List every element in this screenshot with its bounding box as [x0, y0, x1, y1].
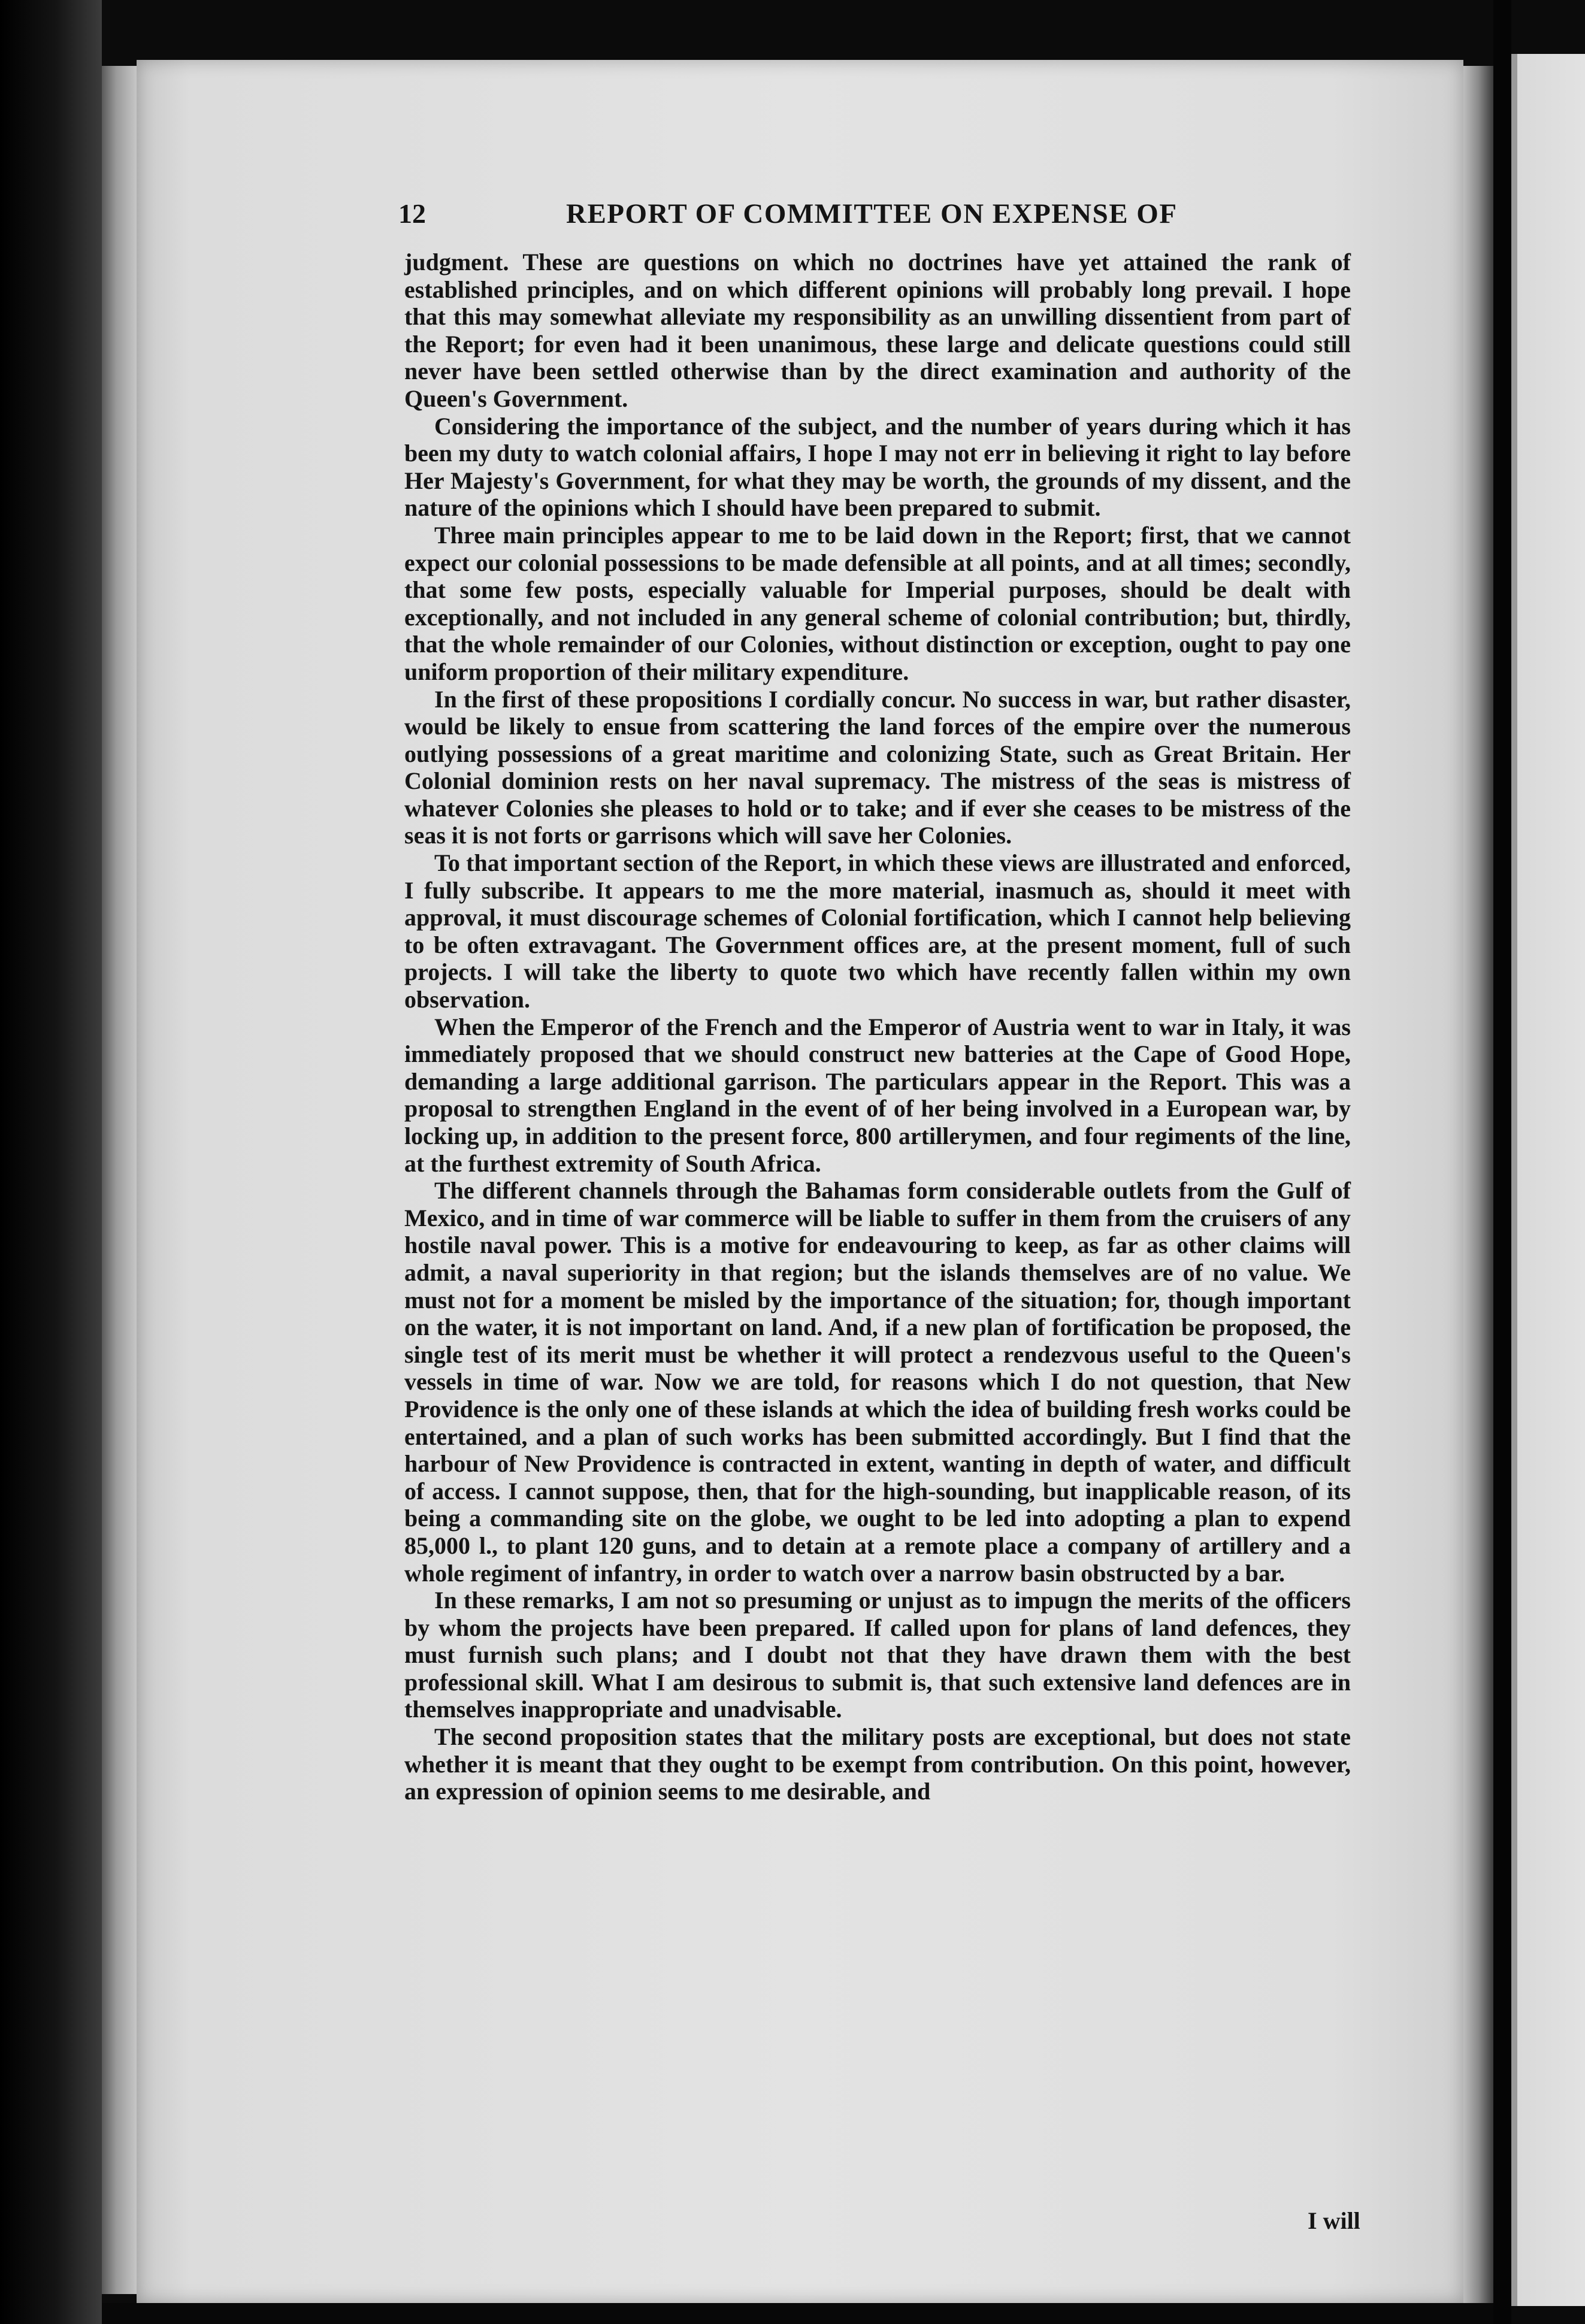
- paragraph: In these remarks, I am not so presuming or unjust as to impugn the merits of the officers by whom the projects have been prepared. If called upon for plans of land defences, they must furnish such plans; and I doubt not that they have drawn them with the best professional skill. What I am desirous to submit is, that such extensive land defences are in themselves inappropriate and unadvisable.: [404, 1587, 1351, 1723]
- paragraph: The different channels through the Bahamas form considerable outlets from the Gulf of Mexico, and in time of war commerce will be liable to suffer in them from the cruisers of any hostile naval power. This is a motive for endeavouring to keep, as far as other claims will admit, a naval superiority in that region; but the islands themselves are of no value. We must not for a moment be misled by the importance of the situation; for, though important on the water, it is not important on land. And, if a new plan of fortification be proposed, the single test of its merit must be whether it will protect a rendezvous useful to the Queen's vessels in time of war. Now we are told, for reasons which I do not question, that New Providence is the only one of these islands at which the idea of building fresh works could be entertained, and a plan of such works has been submitted accordingly. But I find that the harbour of New Providence is contracted in extent, wanting in depth of water, and difficult of access. I cannot suppose, then, that for the high-sounding, but inapplicable reason, of its being a commanding site on the globe, we ought to be led into adopting a plan to expend 85,000 l., to plant 120 guns, and to detain at a remote place a company of artillery and a whole regiment of infantry, in order to watch over a narrow basin obstructed by a bar.: [404, 1177, 1351, 1587]
- paragraph: judgment. These are questions on which no doctrines have yet attained the rank of established principles, and on which different opinions will probably long prevail. I hope that this may somewhat alleviate my responsibility as an unwilling dissentient from part of the Report; for even had it been unanimous, these large and delicate questions could still never have been settled otherwise than by the direct examination and authority of the Queen's Government.: [404, 249, 1351, 412]
- page-gutter: [1493, 0, 1511, 2324]
- adjacent-page-strip: [1511, 54, 1585, 2306]
- page-header: [398, 198, 1189, 240]
- paragraph: Three main principles appear to me to be laid down in the Report; first, that we cannot expect our colonial possessions to be made defensible at all points, and at all times; secondly, that some few posts, especially valuable for Imperial purposes, should be dealt with exceptionally, and not included in any general scheme of colonial contribution; but, thirdly, that the whole remainder of our Colonies, without distinction or exception, ought to pay one uniform proportion of their military expenditure.: [404, 521, 1351, 685]
- running-title: REPORT OF COMMITTEE ON EXPENSE OF: [566, 198, 1178, 229]
- paragraph: To that important section of the Report, in which these views are illustrated and enforced, I fully subscribe. It appears to me the more material, inasmuch as, should it meet with approval, it must discourage schemes of Colonial fortification, which I cannot help believing to be often extravagant. The Government offices are, at the present moment, full of such projects. I will take the liberty to quote two which have recently fallen within my own observation.: [404, 849, 1351, 1013]
- bottom-border: [102, 2303, 1493, 2324]
- paragraph: The second proposition states that the military posts are exceptional, but does not state whether it is meant that they ought to be exempt from contribution. On this point, however, an expression of opinion seems to me desirable, and: [404, 1723, 1351, 1805]
- adjacent-page-edge: [1511, 54, 1517, 2306]
- paragraph: In the first of these propositions I cordially concur. No success in war, but rather disaster, would be likely to ensue from scattering the land forces of the empire over the numerous outlying possessions of a great maritime and colonizing State, such as Great Britain. Her Colonial dominion rests on her naval supremacy. The mistress of the seas is mistress of whatever Colonies she pleases to hold or to take; and if ever she ceases to be mistress of the seas it is not forts or garrisons which will save her Colonies.: [404, 685, 1351, 849]
- page-number: 12: [398, 198, 426, 229]
- page-right-edge: [1463, 66, 1493, 2306]
- paragraph: Considering the importance of the subject, and the number of years during which it has been my duty to watch colonial affairs, I hope I may not err in believing it right to lay before Her Majesty's Government, for what they may be worth, the grounds of my dissent, and the nature of the opinions which I should have been prepared to submit.: [404, 412, 1351, 522]
- microfilm-left-border: [0, 0, 102, 2324]
- paragraph: When the Emperor of the French and the Emperor of Austria went to war in Italy, it was immediately proposed that we should construct new batteries at the Cape of Good Hope, demanding a large additional garrison. The particulars appear in the Report. This was a proposal to strengthen England in the event of of her being involved in a European war, by locking up, in addition to the present force, 800 artillerymen, and four regiments of the line, at the furthest extremity of South Africa.: [404, 1013, 1351, 1177]
- body-text: [404, 249, 1351, 1805]
- catchword: I will: [1308, 2207, 1360, 2234]
- page-left-edge: [102, 66, 138, 2294]
